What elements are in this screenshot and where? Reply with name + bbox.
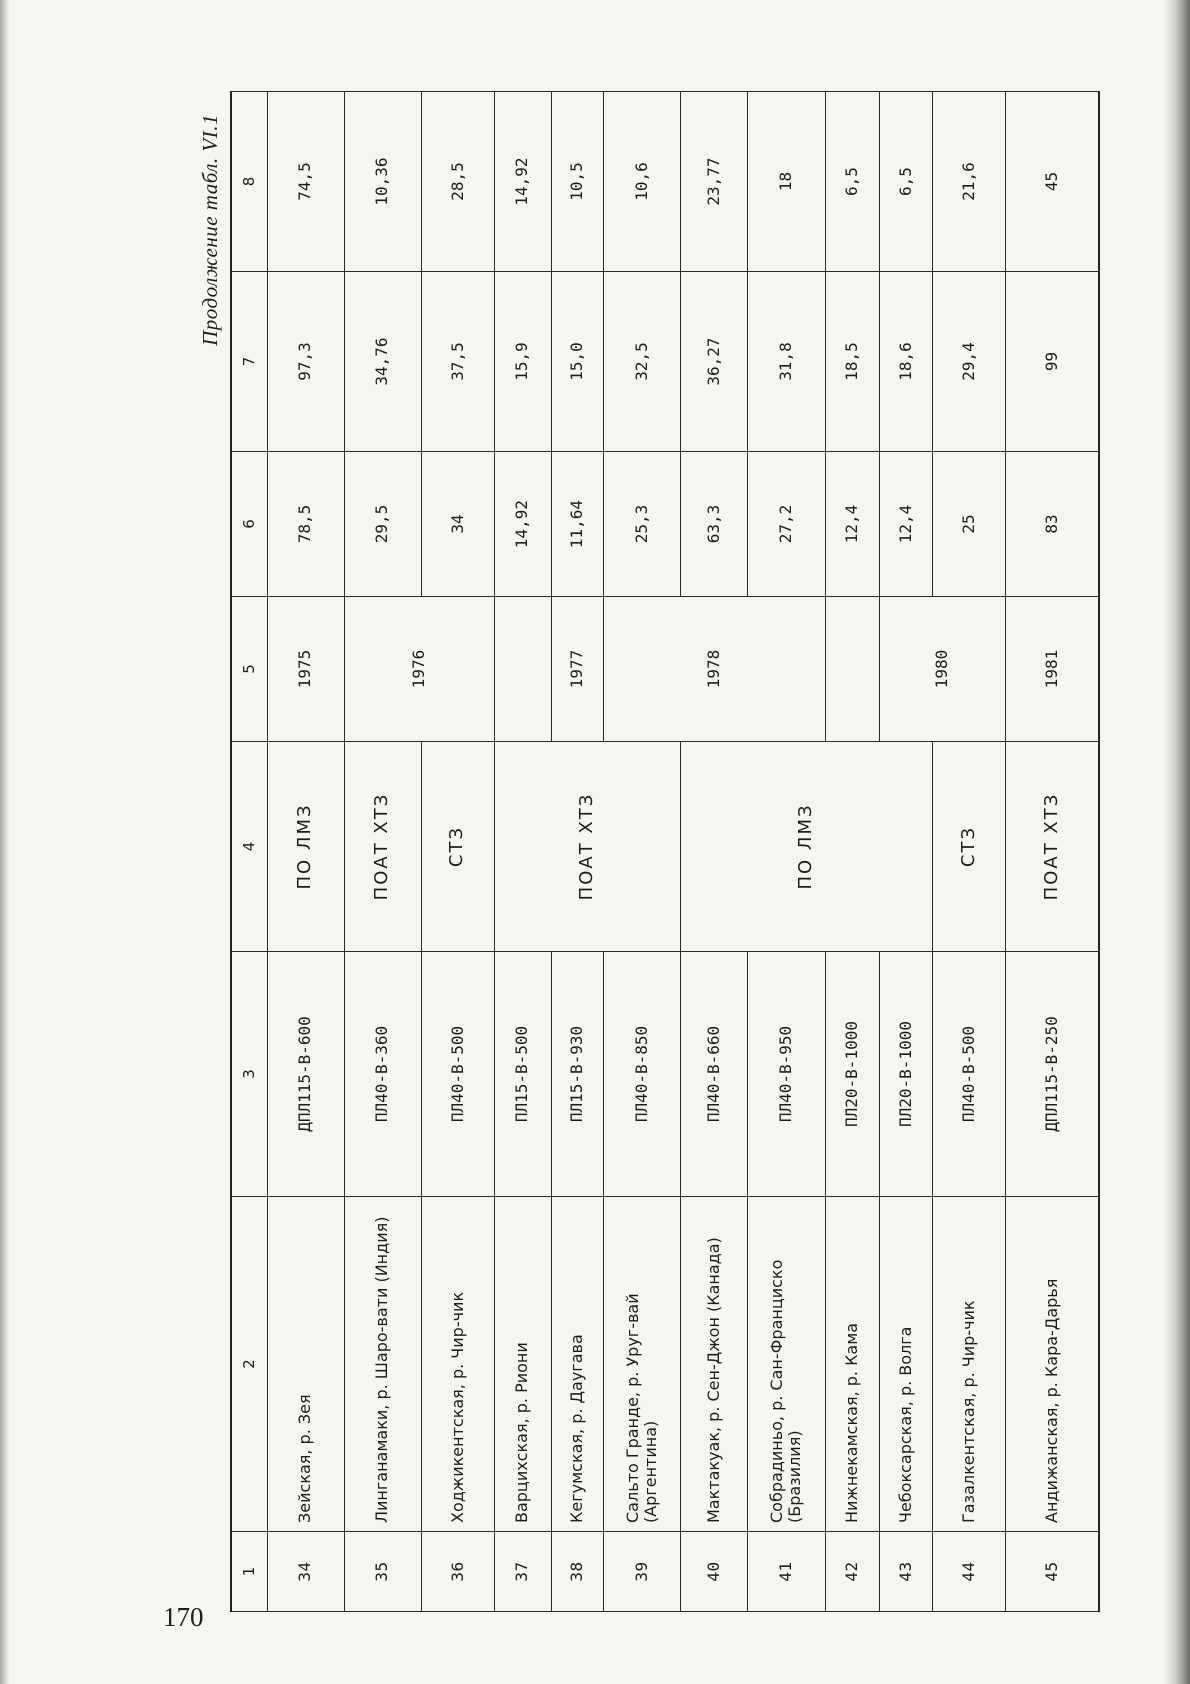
col-8-value: 74,5: [267, 92, 344, 272]
col-6-value: 78,5: [267, 452, 344, 597]
row-number: 43: [880, 1532, 933, 1612]
row-number: 35: [344, 1532, 421, 1612]
col-6-value: 83: [1006, 452, 1099, 597]
station-name: Собрадиньо, р. Сан-Франциско (Бразилия): [748, 1197, 825, 1532]
turbine-type: ДПЛ115-В-600: [267, 952, 344, 1197]
table-caption: Продолжение табл. VI.1: [198, 114, 222, 346]
manufacturer: СТЗ: [933, 742, 1006, 952]
station-name: Чебоксарская, р. Волга: [880, 1197, 933, 1532]
year: 1977: [551, 597, 604, 742]
station-name: Зейская, р. Зея: [267, 1197, 344, 1532]
col-6-value: 14,92: [494, 452, 551, 597]
manufacturer: ПО ЛМЗ: [267, 742, 344, 952]
col-8-value: 6,5: [825, 92, 880, 272]
year: 1980: [880, 597, 1006, 742]
col-8-value: 21,6: [933, 92, 1006, 272]
col-7-value: 15,0: [551, 272, 604, 452]
header-col-4: 4: [231, 742, 267, 952]
col-6-value: 25,3: [604, 452, 681, 597]
col-6-value: 12,4: [880, 452, 933, 597]
col-6-value: 11,64: [551, 452, 604, 597]
col-8-value: 10,6: [604, 92, 681, 272]
header-col-3: 3: [231, 952, 267, 1197]
col-7-value: 97,3: [267, 272, 344, 452]
turbine-type: ПЛ20-В-1000: [825, 952, 880, 1197]
header-row: [231, 92, 267, 1612]
scan-edge-left: [0, 0, 10, 1684]
manufacturer: ПО ЛМЗ: [681, 742, 933, 952]
station-name: Андижанская, р. Кара-Дарья: [1006, 1197, 1099, 1532]
year: 1981: [1006, 597, 1099, 742]
col-6-value: 12,4: [825, 452, 880, 597]
table-row: [933, 92, 1006, 1612]
station-name: Мактакуак, р. Сен-Джон (Канада): [681, 1197, 748, 1532]
table-row: [1006, 92, 1099, 1612]
col-6-value: 34: [421, 452, 494, 597]
col-7-value: 15,9: [494, 272, 551, 452]
year: 1978: [604, 597, 825, 742]
header-col-2: 2: [231, 1197, 267, 1532]
station-name: Нижнекамская, р. Кама: [825, 1197, 880, 1532]
turbine-type: ПЛ40-В-950: [748, 952, 825, 1197]
col-7-value: 36,27: [681, 272, 748, 452]
row-number: 34: [267, 1532, 344, 1612]
header-col-8: 8: [231, 92, 267, 272]
header-col-7: 7: [231, 272, 267, 452]
row-number: 36: [421, 1532, 494, 1612]
manufacturer: ПОАТ ХТЗ: [1006, 742, 1099, 952]
manufacturer: ПОАТ ХТЗ: [344, 742, 421, 952]
station-name: Газалкентская, р. Чир-чик: [933, 1197, 1006, 1532]
row-number: 45: [1006, 1532, 1099, 1612]
row-number: 42: [825, 1532, 880, 1612]
col-8-value: 23,77: [681, 92, 748, 272]
row-number: 44: [933, 1532, 1006, 1612]
turbine-type: ПЛ20-В-1000: [880, 952, 933, 1197]
table-row: [267, 92, 344, 1612]
turbine-type: ПЛ40-В-500: [933, 952, 1006, 1197]
year: 1975: [267, 597, 344, 742]
turbine-type: ПЛ40-В-500: [421, 952, 494, 1197]
col-6-value: 29,5: [344, 452, 421, 597]
row-number: 41: [748, 1532, 825, 1612]
station-name: Кегумская, р. Даугава: [551, 1197, 604, 1532]
station-name: Ходжикентская, р. Чир-чик: [421, 1197, 494, 1532]
station-name: Сальто Гранде, р. Уруг-вай (Аргентина): [604, 1197, 681, 1532]
header-col-1: 1: [231, 1532, 267, 1612]
col-8-value: 6,5: [880, 92, 933, 272]
col-8-value: 45: [1006, 92, 1099, 272]
col-7-value: 29,4: [933, 272, 1006, 452]
table-row: [494, 92, 551, 1612]
station-name: Линганамаки, р. Шаро-вати (Индия): [344, 1197, 421, 1532]
col-7-value: 32,5: [604, 272, 681, 452]
col-7-value: 18,5: [825, 272, 880, 452]
manufacturer: СТЗ: [421, 742, 494, 952]
turbine-type: ПЛ40-В-360: [344, 952, 421, 1197]
col-6-value: 25: [933, 452, 1006, 597]
scan-edge-right: [1164, 0, 1190, 1684]
col-7-value: 34,76: [344, 272, 421, 452]
rotated-table-block: [188, 92, 1103, 1612]
col-7-value: 31,8: [748, 272, 825, 452]
row-number: 37: [494, 1532, 551, 1612]
col-8-value: 10,36: [344, 92, 421, 272]
col-6-value: 27,2: [748, 452, 825, 597]
col-8-value: 10,5: [551, 92, 604, 272]
turbine-type: ПЛ15-В-500: [494, 952, 551, 1197]
header-col-5: 5: [231, 597, 267, 742]
table-row: [681, 92, 748, 1612]
col-6-value: 63,3: [681, 452, 748, 597]
year: 1976: [344, 597, 494, 742]
col-8-value: 18: [748, 92, 825, 272]
table-row: [344, 92, 421, 1612]
col-7-value: 18,6: [880, 272, 933, 452]
manufacturer: ПОАТ ХТЗ: [494, 742, 681, 952]
station-name: Варцихская, р. Риони: [494, 1197, 551, 1532]
col-7-value: 99: [1006, 272, 1099, 452]
table-row: [421, 92, 494, 1612]
col-8-value: 14,92: [494, 92, 551, 272]
year-empty: [825, 597, 880, 742]
row-number: 39: [604, 1532, 681, 1612]
hydro-turbine-table: [230, 91, 1100, 1612]
turbine-type: ДПЛ115-В-250: [1006, 952, 1099, 1197]
col-8-value: 28,5: [421, 92, 494, 272]
row-number: 38: [551, 1532, 604, 1612]
row-number: 40: [681, 1532, 748, 1612]
header-col-6: 6: [231, 452, 267, 597]
turbine-type: ПЛ15-В-930: [551, 952, 604, 1197]
year-empty: [494, 597, 551, 742]
turbine-type: ПЛ40-В-850: [604, 952, 681, 1197]
turbine-type: ПЛ40-В-660: [681, 952, 748, 1197]
page-number: 170: [163, 1602, 204, 1632]
col-7-value: 37,5: [421, 272, 494, 452]
